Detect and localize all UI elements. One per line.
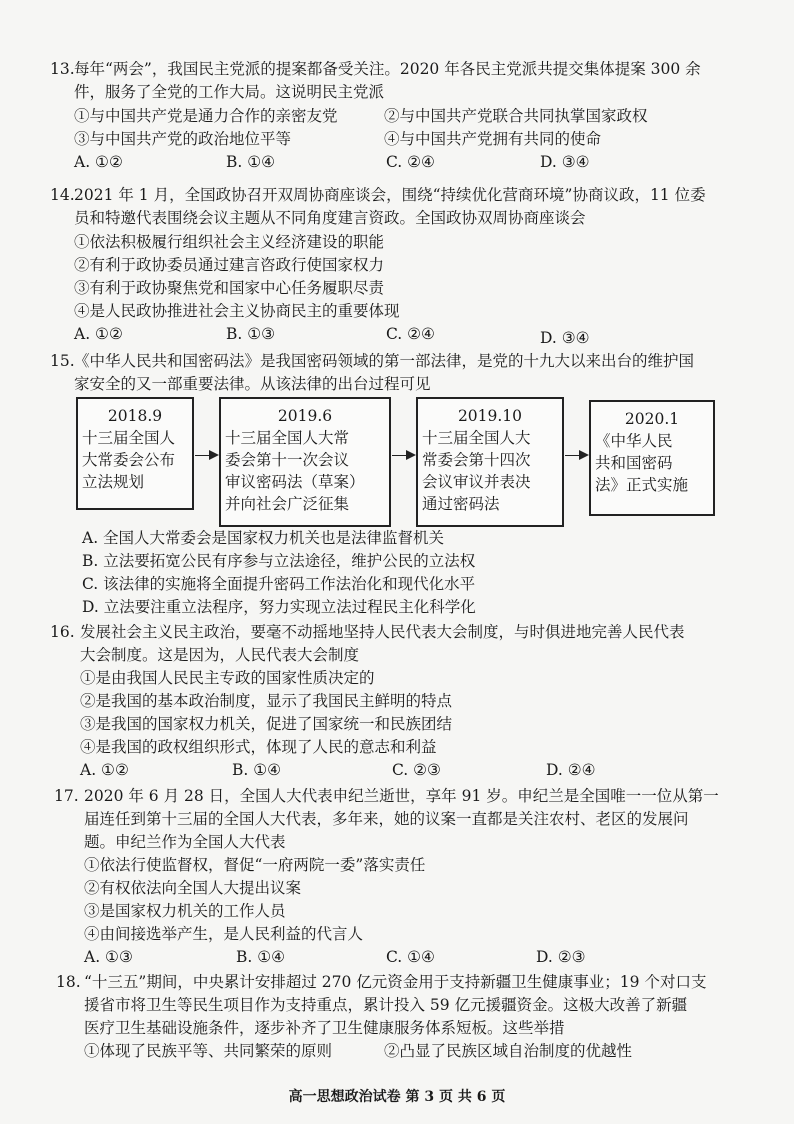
statement-item: ②凸显了民族区域自治制度的优越性 (384, 1042, 633, 1060)
timeline-box-2 (219, 397, 391, 527)
question-stem-line: 每年“两会”，我国民主党派的提案都备受关注。2020 年各民主党派共提交集体提案 300 余 (74, 60, 701, 78)
answer-choice-d: D. ③④ (540, 329, 590, 347)
answer-choice-c: C. ②③ (392, 761, 441, 779)
statement-item: ②与中国共产党联合共同执掌国家政权 (384, 107, 648, 125)
timeline-box-3 (416, 397, 564, 527)
timeline-text: 十三届全国人大常 委会第十一次会议 审议密码法（草案） 并向社会广泛征集 (225, 429, 365, 513)
question-stem-line: 员和特邀代表围绕会议主题从不同角度建言资政。全国政协双周协商座谈会 (74, 209, 586, 227)
statement-item: ①体现了民族平等、共同繁荣的原则 (84, 1042, 333, 1060)
answer-choice-a: A. ①② (74, 325, 123, 343)
question-number: 14. (50, 186, 75, 204)
statement-item: ④是我国的政权组织形式，体现了人民的意志和利益 (80, 738, 437, 756)
question-number: 18. (56, 973, 81, 991)
answer-choice-b: B. ①③ (226, 325, 276, 343)
answer-choice-b: B. ①④ (226, 153, 276, 171)
question-number: 15. (50, 352, 75, 370)
statement-item: ③与中国共产党的政治地位平等 (74, 130, 292, 148)
question-stem-line: 家安全的又一部重要法律。从该法律的出台过程可见 (74, 375, 431, 393)
answer-choice-a: A. ①② (74, 153, 123, 171)
timeline-date: 2019.10 (457, 407, 523, 425)
statement-item: ②是我国的基本政治制度，显示了我国民主鲜明的特点 (80, 692, 453, 710)
timeline-box-1 (76, 397, 194, 510)
answer-choice-c: C. ①④ (386, 948, 435, 966)
statement-item: ①是由我国人民民主专政的国家性质决定的 (80, 669, 375, 687)
timeline-box-4 (589, 400, 715, 516)
question-number: 17. (54, 787, 79, 805)
question-stem-line: 发展社会主义民主政治，要毫不动摇地坚持人民代表大会制度，与时俱进地完善人民代表 (80, 623, 685, 641)
statement-item: ④是人民政协推进社会主义协商民主的重要体现 (74, 302, 400, 320)
page-footer: 高一思想政治试卷 第 3 页 共 6 页 (288, 1089, 506, 1105)
timeline-date: 2019.6 (277, 407, 333, 425)
statement-item: ③有利于政协聚焦党和国家中心任务履职尽责 (74, 279, 385, 297)
question-stem-line: 题。申纪兰作为全国人大代表 (84, 833, 286, 851)
answer-choice-a: A. ①③ (84, 948, 133, 966)
answer-choice-c: C. ②④ (386, 325, 435, 343)
answer-choice-b: B. 立法要拓宽公民有序参与立法途径，维护公民的立法权 (82, 552, 476, 570)
timeline-date: 2018.9 (107, 407, 163, 425)
statement-item: ④由间接选举产生，是人民利益的代言人 (84, 925, 364, 943)
question-stem-line: 医疗卫生基础设施条件，逐步补齐了卫生健康服务体系短板。这些举措 (84, 1019, 565, 1037)
question-stem-line: 件，服务了全党的工作大局。这说明民主党派 (74, 83, 385, 101)
question-stem-line: “十三五”期间，中央累计安排超过 270 亿元资金用于支持新疆卫生健康事业；19 个对口支 (84, 973, 707, 991)
timeline-text: 《中华人民 共和国密码 法》正式实施 (595, 432, 689, 494)
question-stem-line: 2020 年 6 月 28 日，全国人大代表申纪兰逝世，享年 91 岁。申纪兰是全国唯一一位从第一 (84, 787, 719, 805)
arrow-right-icon (392, 455, 414, 456)
statement-item: ②有权依法向全国人大提出议案 (84, 879, 302, 897)
timeline-date: 2020.1 (624, 410, 680, 428)
question-stem-line: 《中华人民共和国密码法》是我国密码领域的第一部法律，是党的十九大以来出台的维护国 (74, 352, 695, 370)
answer-choice-c: C. 该法律的实施将全面提升密码工作法治化和现代化水平 (82, 575, 476, 593)
statement-item: ②有利于政协委员通过建言咨政行使国家权力 (74, 256, 385, 274)
arrow-right-icon (195, 455, 217, 456)
answer-choice-b: B. ①④ (236, 948, 286, 966)
question-number: 13. (50, 60, 75, 78)
arrow-right-icon (565, 455, 587, 456)
statement-item: ①依法积极履行组织社会主义经济建设的职能 (74, 233, 385, 251)
statement-item: ③是我国的国家权力机关，促进了国家统一和民族团结 (80, 715, 453, 733)
answer-choice-d: D. ②③ (536, 948, 586, 966)
answer-choice-d: D. ②④ (546, 761, 596, 779)
timeline-text: 十三届全国人大 常委会第十四次 会议审议并表决 通过密码法 (422, 429, 531, 513)
answer-choice-d: D. 立法要注重立法程序，努力实现立法过程民主化科学化 (82, 598, 476, 616)
question-stem-line: 2021 年 1 月，全国政协召开双周协商座谈会，围绕“持续优化营商环境”协商议政，11 位委 (74, 186, 706, 204)
answer-choice-a: A. ①② (80, 761, 129, 779)
answer-choice-c: C. ②④ (386, 153, 435, 171)
question-stem-line: 大会制度。这是因为，人民代表大会制度 (80, 646, 360, 664)
statement-item: ④与中国共产党拥有共同的使命 (384, 130, 602, 148)
answer-choice-d: D. ③④ (540, 153, 590, 171)
statement-item: ③是国家权力机关的工作人员 (84, 902, 286, 920)
question-stem-line: 援省市将卫生等民生项目作为支持重点，累计投入 59 亿元援疆资金。这极大改善了新疆 (84, 996, 688, 1014)
question-number: 16. (50, 623, 75, 641)
timeline-text: 十三届全国人 大常委会公布 立法规划 (82, 429, 176, 491)
statement-item: ①依法行使监督权，督促“一府两院一委”落实责任 (84, 856, 426, 874)
answer-choice-b: B. ①④ (232, 761, 282, 779)
question-stem-line: 届连任到第十三届的全国人大代表，多年来，她的议案一直都是关注农村、老区的发展问 (84, 810, 689, 828)
statement-item: ①与中国共产党是通力合作的亲密友党 (74, 107, 338, 125)
answer-choice-a: A. 全国人大常委会是国家权力机关也是法律监督机关 (82, 529, 445, 547)
